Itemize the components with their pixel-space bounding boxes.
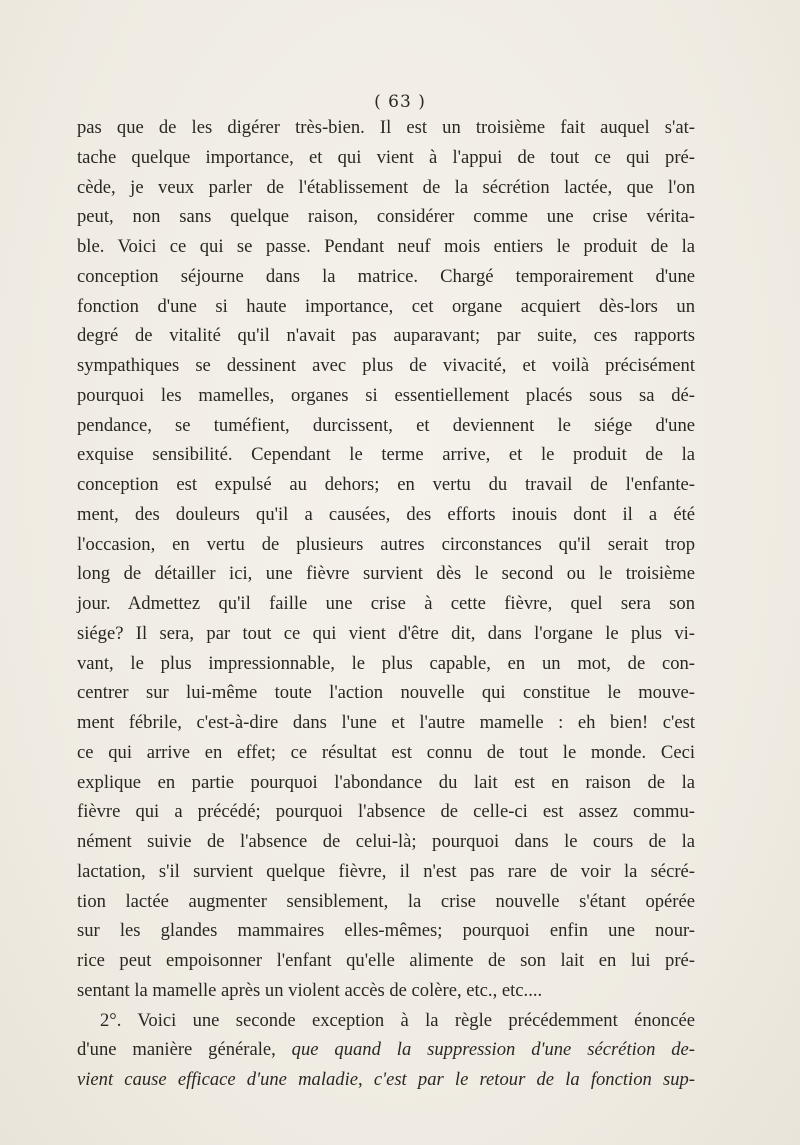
body-text xyxy=(77,113,695,1095)
text-line: rice peut empoisonner l'enfant qu'elle alimente de son lait en lui pré- xyxy=(77,950,695,971)
text-line: explique en partie pourquoi l'abondance du lait est en raison de la xyxy=(77,771,695,793)
text-line: sentant la mamelle après un violent accès de colère, etc., etc.... xyxy=(77,979,543,1001)
text-line: cède, je veux parler de l'établissement de la sécrétion lactée, que l'on xyxy=(77,176,695,198)
text-line: peut, non sans quelque raison, considérer comme une crise vérita- xyxy=(77,206,695,228)
plain-text: d'une manière générale, xyxy=(77,1039,292,1061)
text-line: fièvre qui a précédé; pourquoi l'absence de celle-ci est assez commu- xyxy=(77,801,695,823)
text-line: pourquoi les mamelles, organes si essentiellement placés sous sa dé- xyxy=(77,384,695,406)
text-line: sur les glandes mammaires elles-mêmes; pourquoi enfin une nour- xyxy=(77,920,695,942)
text-line: exquise sensibilité. Cependant le terme arrive, et le produit de la xyxy=(77,444,695,466)
text-line: jour. Admettez qu'il faille une crise à cette fièvre, quel sera son xyxy=(77,593,695,614)
text-line: tache quelque importance, et qui vient à l'appui de tout ce qui pré- xyxy=(77,146,695,168)
text-line: conception est expulsé au dehors; en vertu du travail de l'enfante- xyxy=(77,474,695,495)
page-number: ( 63 ) xyxy=(374,92,426,112)
text-line: nément suivie de l'absence de celui-là; pourquoi dans le cours de la xyxy=(77,831,695,852)
text-line: centrer sur lui-même toute l'action nouvelle qui constitue le mouve- xyxy=(77,682,695,704)
text-line: tion lactée augmenter sensiblement, la crise nouvelle s'étant opérée xyxy=(77,890,695,912)
plain-text: , xyxy=(358,1069,374,1090)
text-line: ble. Voici ce qui se passe. Pendant neuf mois entiers le produit de la xyxy=(77,236,695,257)
text-line: ment, des douleurs qu'il a causées, des efforts inouis dont il a été xyxy=(77,503,695,525)
text-line: ment fébrile, c'est-à-dire dans l'une et l'autre mamelle : eh bien! c'est xyxy=(77,712,695,733)
text-line: siége? Il sera, par tout ce qui vient d'être dit, dans l'organe le plus vi- xyxy=(77,622,695,644)
paragraph-2-line xyxy=(77,1065,695,1095)
italic-text: c'est par le retour de la fonction sup- xyxy=(373,1069,695,1090)
text-line: l'occasion, en vertu de plusieurs autres circonstances qu'il serait trop xyxy=(77,533,695,555)
italic-text: vient cause efficace d'une maladie xyxy=(77,1069,359,1090)
text-line: conception séjourne dans la matrice. Chargé temporairement d'une xyxy=(77,265,695,287)
text-line: long de détailler ici, une fièvre survient dès le second ou le troisième xyxy=(77,563,695,585)
text-line: pas que de les digérer très-bien. Il est un troisième fait auquel s'at- xyxy=(77,117,695,138)
text-line: sympathiques se dessinent avec plus de vivacité, et voilà précisément xyxy=(77,355,695,376)
text-line: vant, le plus impressionnable, le plus capable, en un mot, de con- xyxy=(77,652,695,674)
paragraph-2-line xyxy=(77,1035,695,1065)
text-line: ce qui arrive en effet; ce résultat est connu de tout le monde. Ceci xyxy=(77,741,695,763)
text-line: pendance, se tuméfient, durcissent, et deviennent le siége d'une xyxy=(77,414,695,436)
italic-text: que quand la suppression d'une sécrétion de- xyxy=(291,1039,695,1061)
paragraph-2-line: 2°. Voici une seconde exception à la règle précédemment énoncée xyxy=(100,1009,695,1031)
text-line: degré de vitalité qu'il n'avait pas auparavant; par suite, ces rapports xyxy=(77,325,695,347)
text-line: fonction d'une si haute importance, cet organe acquiert dès-lors un xyxy=(77,295,695,317)
text-line: lactation, s'il survient quelque fièvre, il n'est pas rare de voir la sécré- xyxy=(77,860,695,882)
